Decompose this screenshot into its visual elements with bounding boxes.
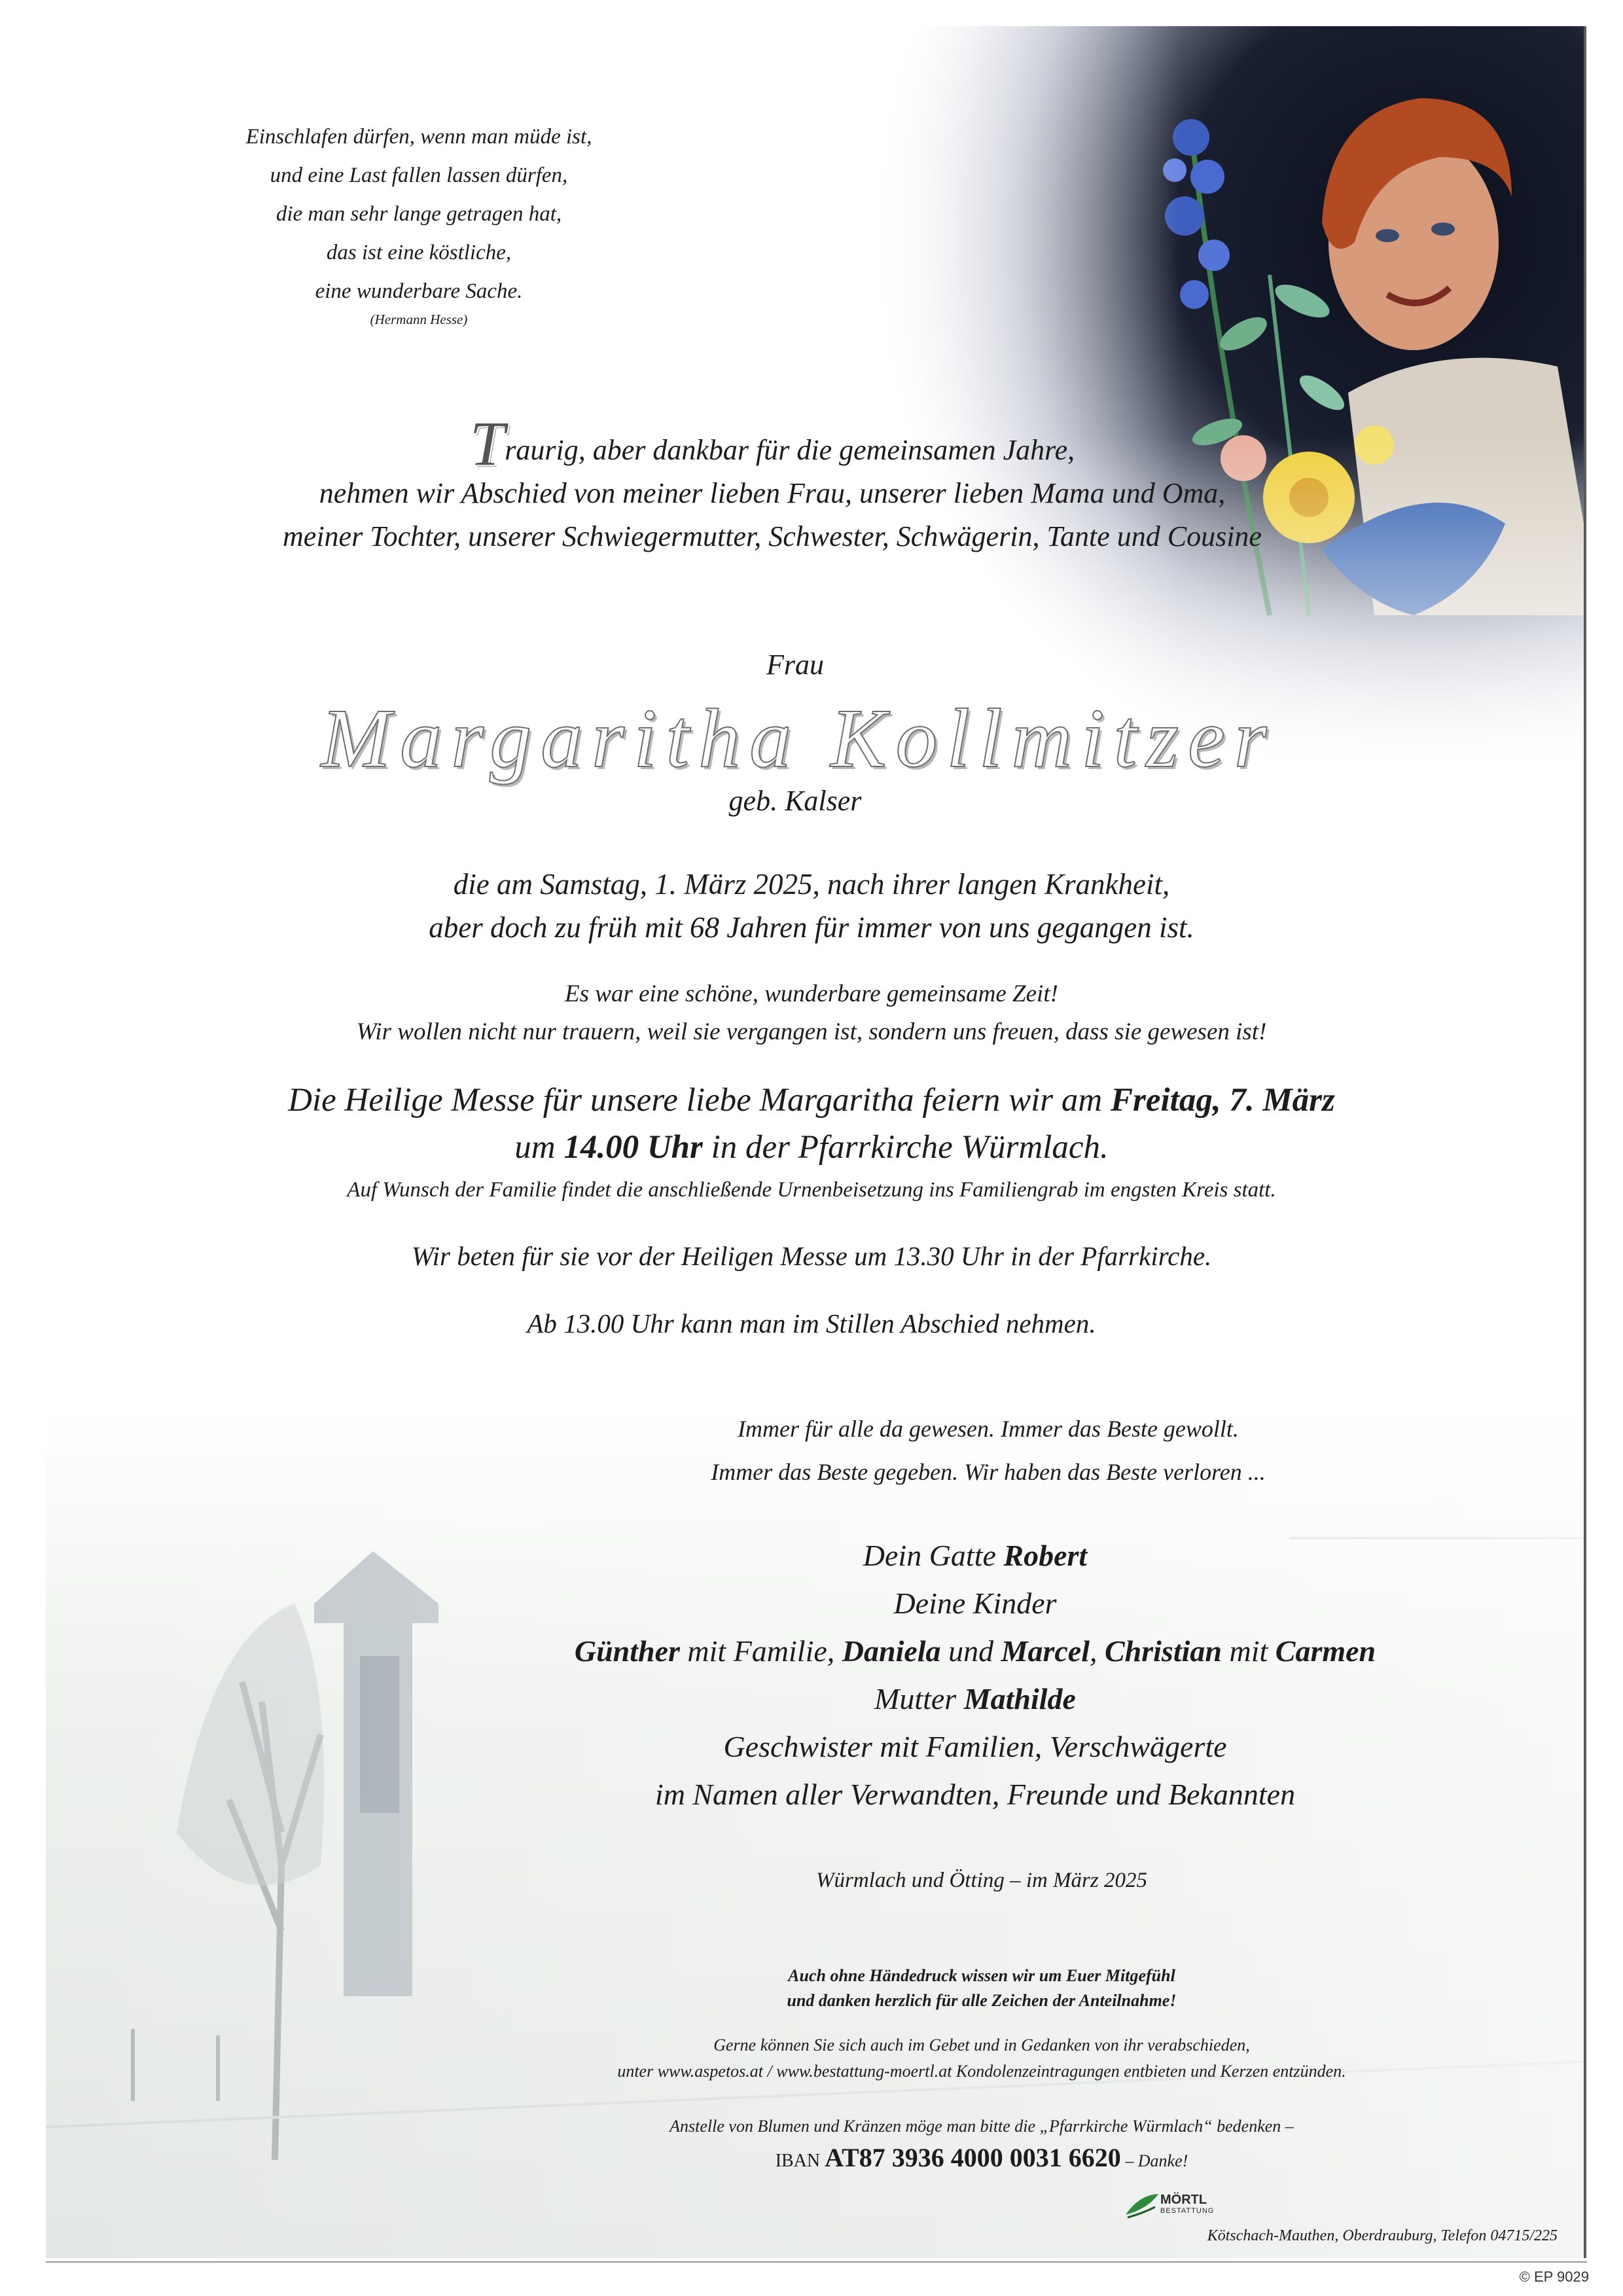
logo-name: MÖRTL <box>1160 2193 1207 2207</box>
intro-line-1-text: raurig, aber dankbar für die gemeinsamen Jahre, <box>505 434 1075 466</box>
iban-number: AT87 3936 4000 0031 6620 <box>825 2143 1121 2172</box>
intro-line-1 <box>131 408 1414 478</box>
moertl-logo <box>1122 2186 1240 2225</box>
mother-label: Mutter <box>874 1682 964 1715</box>
farewell-note: Ab 13.00 Uhr kann man im Stillen Abschied nehmen. <box>527 1308 1096 1338</box>
mass-location: in der Pfarrkirche Würmlach. <box>702 1129 1109 1166</box>
relatives-line: im Namen aller Verwandten, Freunde und Bekannten <box>654 1778 1296 1811</box>
quote-author: (Hermann Hesse) <box>370 312 468 327</box>
memory-line-2: Wir wollen nicht nur trauern, weil sie vergangen ist, sondern uns freuen, dass sie gewesen ist! <box>356 1018 1267 1045</box>
child-name: Marcel <box>1001 1634 1090 1668</box>
death-line-2: aber doch zu früh mit 68 Jahren für immer von uns gegangen ist. <box>429 911 1194 944</box>
husband-line <box>393 1532 1558 1579</box>
thanks-line-1: Auch ohne Händedruck wissen wir um Euer Mitgefühl <box>788 1966 1175 1985</box>
condolence-note <box>458 2032 1505 2085</box>
child-sep: mit Familie, <box>679 1634 842 1668</box>
child-name: Günther <box>574 1634 680 1668</box>
iban-label: IBAN <box>775 2151 825 2171</box>
mourners-list <box>393 1532 1558 1818</box>
child-name: Carmen <box>1275 1634 1376 1668</box>
mother-line <box>393 1675 1558 1723</box>
intro-line-3: meiner Tochter, unserer Schwiegermutter, Schwester, Schwägerin, Tante und Cousine <box>283 520 1262 552</box>
condolence-line-1: Gerne können Sie sich auch im Gebet und in Gedanken von ihr verabschieden, <box>713 2036 1250 2054</box>
mass-time: 14.00 Uhr <box>563 1129 703 1166</box>
leaf-icon <box>1122 2189 1162 2221</box>
quote-line: Einschlafen dürfen, wenn man müde ist, <box>245 125 592 149</box>
mass-line-2 <box>157 1124 1466 1171</box>
mass-line-1 <box>157 1077 1466 1124</box>
quote-line: eine wunderbare Sache. <box>315 279 523 303</box>
mass-text: um <box>514 1129 564 1166</box>
condolence-line-2: unter www.aspetos.at / www.bestattung-moertl.at Kondolenzeintragungen entbieten und Kerzen entzünden. <box>617 2062 1346 2081</box>
child-name: Christian <box>1104 1634 1222 1668</box>
husband-label: Dein Gatte <box>863 1539 1004 1572</box>
mass-date: Freitag, 7. März <box>1110 1082 1335 1119</box>
children-line <box>393 1627 1558 1675</box>
mass-text: Die Heilige Messe für unsere liebe Margaritha feiern wir am <box>288 1082 1111 1119</box>
death-notice <box>196 863 1427 949</box>
donation-note <box>458 2111 1505 2177</box>
hesse-quote <box>209 118 628 331</box>
deceased-name: Margaritha Kollmitzer <box>321 692 1276 785</box>
iban-line <box>458 2142 1505 2177</box>
intro-line-2: nehmen wir Abschied von meiner lieben Frau, unserer lieben Mama und Oma, <box>319 477 1226 509</box>
iban-suffix: – Danke! <box>1120 2151 1188 2170</box>
birth-name: geb. Kalser <box>728 785 862 817</box>
dropcap-letter: T <box>469 408 505 478</box>
bottom-border <box>46 2261 1587 2263</box>
mother-name: Mathilde <box>963 1682 1076 1715</box>
intro-text <box>131 408 1414 558</box>
thanks-note <box>458 1964 1505 2013</box>
children-label: Deine Kinder <box>893 1587 1057 1620</box>
thanks-line-2: und danken herzlich für alle Zeichen der Anteilnahme! <box>787 1991 1177 2010</box>
portrait-photo <box>851 26 1584 772</box>
document-code: © EP 9029 <box>1519 2269 1589 2285</box>
quote-line: und eine Last fallen lassen dürfen, <box>270 164 568 187</box>
mass-announcement <box>157 1077 1466 1171</box>
quote-line: das ist eine köstliche, <box>326 241 512 264</box>
tribute-line-2: Immer das Beste gegeben. Wir haben das Beste verloren ... <box>711 1459 1266 1485</box>
donation-line: Anstelle von Blumen und Kränzen möge man bitte die „Pfarrkirche Würmlach“ bedenken – <box>669 2117 1294 2136</box>
urn-burial-note: Auf Wunsch der Familie findet die anschließende Urnenbeisetzung ins Familiengrab im engsten Kreis statt. <box>347 1178 1276 1202</box>
memory-text <box>196 975 1427 1051</box>
child-name: Daniela <box>842 1634 941 1668</box>
siblings-line: Geschwister mit Familien, Verschwägerte <box>723 1730 1227 1763</box>
tribute-text <box>576 1407 1400 1494</box>
funeral-home-address: Kötschach-Mauthen, Oberdrauburg, Telefon 04715/225 <box>1207 2227 1558 2244</box>
memory-line-1: Es war eine schöne, wunderbare gemeinsame Zeit! <box>565 980 1058 1007</box>
right-border <box>1584 26 1586 2258</box>
death-line-1: die am Samstag, 1. März 2025, nach ihrer langen Krankheit, <box>453 868 1170 901</box>
logo-subtitle: BESTATTUNG <box>1160 2207 1215 2215</box>
tribute-line-1: Immer für alle da gewesen. Immer das Beste gewollt. <box>738 1416 1239 1442</box>
prayer-note: Wir beten für sie vor der Heiligen Messe um 13.30 Uhr in der Pfarrkirche. <box>411 1241 1212 1271</box>
child-sep: , <box>1089 1634 1105 1668</box>
quote-line: die man sehr lange getragen hat, <box>276 202 562 226</box>
salutation: Frau <box>766 649 824 681</box>
child-sep: mit <box>1221 1634 1275 1668</box>
husband-name: Robert <box>1003 1539 1088 1572</box>
child-sep: und <box>940 1634 1001 1668</box>
place-date: Würmlach und Ötting – im März 2025 <box>816 1869 1147 1892</box>
